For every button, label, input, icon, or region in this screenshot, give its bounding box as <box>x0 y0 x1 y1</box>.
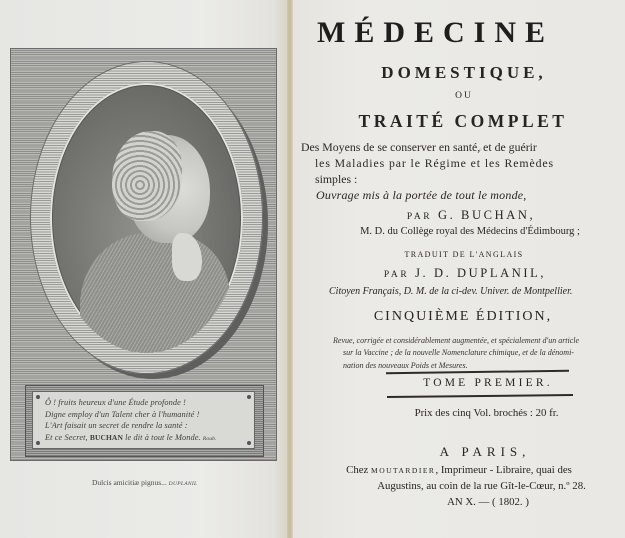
publisher-name: MOUTARDIER <box>371 466 436 475</box>
plaque-signature: Roub. <box>202 435 217 442</box>
author-line <box>317 208 625 223</box>
edition-note: Revue, corrigée et considérablement augmentée, et spécialement d'un article <box>333 336 580 345</box>
by-label: PAR <box>383 270 410 280</box>
by-label: PAR <box>406 212 433 222</box>
title-page <box>293 0 625 538</box>
publisher-suffix: , Imprimeur - Libraire, quai des <box>435 464 572 476</box>
edition-note: sur la Vaccine ; de la nouvelle Nomenclature chimique, et de la dénomi- <box>343 348 574 357</box>
stud-icon <box>247 441 251 445</box>
imprint-publisher <box>293 464 625 476</box>
plaque-line <box>45 432 244 446</box>
title-connector: OU <box>455 91 473 101</box>
price-line: Prix des cinq Vol. brochés : 20 fr. <box>414 407 559 419</box>
description-line: Des Moyens de se conserver en santé, et de guérir <box>301 140 537 154</box>
plaque-base <box>25 385 264 457</box>
book-title: MÉDECINE <box>317 16 555 49</box>
imprint-address: Augustins, au coin de la rue Gît-le-Cœur, n.º 28. <box>377 480 586 492</box>
engraved-plate <box>10 48 277 461</box>
portrait-medallion <box>50 83 243 353</box>
frontispiece-page <box>0 0 290 538</box>
stud-icon <box>36 395 40 399</box>
book-subtitle: DOMESTIQUE, <box>381 63 547 82</box>
edition-note: nation des nouveaux Poids et Mesures. <box>343 361 468 370</box>
plaque-line: L'Art faisait un secret de rendre la santé : <box>45 421 188 430</box>
description-line: simples : <box>315 172 358 186</box>
caption-signature: DUPLANIL <box>168 481 198 487</box>
book-subtitle-2: TRAITÉ COMPLET <box>358 111 568 131</box>
translator-credentials: Citoyen Français, D. M. de la ci-dev. Univer. de Montpellier. <box>329 286 573 297</box>
imprint-city: A PARIS, <box>439 444 531 459</box>
imprint-date: AN X. — ( 1802. ) <box>447 496 529 508</box>
plaque-name: BUCHAN <box>89 432 123 442</box>
description-line: les Maladies par le Régime et les Remèdes <box>315 156 555 170</box>
edition-label: CINQUIÈME ÉDITION, <box>373 309 553 324</box>
audience-note: Ouvrage mis à la portée de tout le monde, <box>316 188 527 202</box>
plaque-line: Ô ! fruits heureux d'une Étude profonde ! <box>45 398 186 407</box>
translation-note: TRADUIT DE L'ANGLAIS <box>404 250 524 259</box>
plate-caption <box>92 478 197 487</box>
oval-frame <box>30 61 263 374</box>
portrait-coat <box>80 233 230 353</box>
author-credentials: M. D. du Collège royal des Médecins d'Édimbourg ; <box>360 226 580 237</box>
portrait-wig <box>112 131 182 221</box>
volume-label: TOME PREMIER. <box>423 377 553 389</box>
stud-icon <box>247 395 251 399</box>
caption-text: Dulcis amicitiæ pignus... <box>92 478 169 487</box>
plaque-text: le dit à tout le Monde. <box>122 432 201 442</box>
stud-icon <box>36 441 40 445</box>
translator-name: J. D. DUPLANIL, <box>415 266 547 280</box>
rule-bottom <box>387 394 573 398</box>
author-name: G. BUCHAN, <box>437 208 536 222</box>
plaque-text: Et ce Secret, <box>45 432 90 442</box>
plaque-line: Digne employ d'un Talent cher à l'humanité ! <box>45 409 200 419</box>
translator-line <box>305 266 625 281</box>
inscription-plaque <box>32 391 255 449</box>
publisher-prefix: Chez <box>346 464 372 476</box>
